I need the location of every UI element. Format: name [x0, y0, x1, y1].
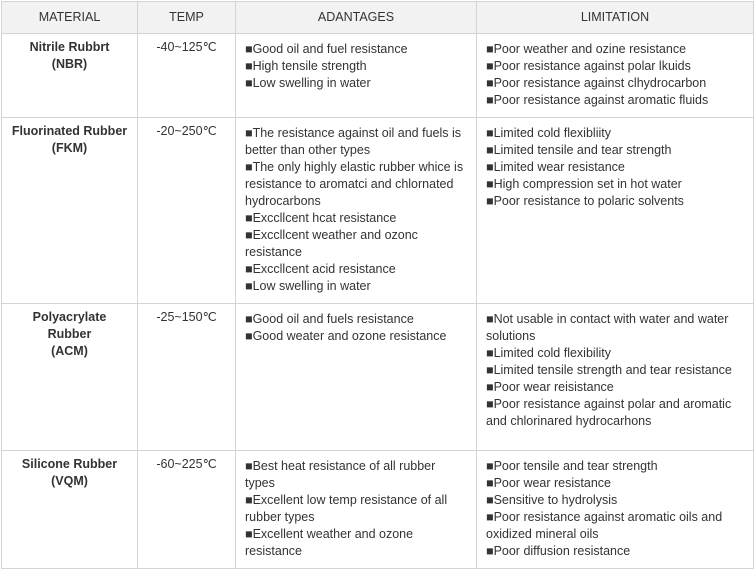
bullet-icon: ■	[486, 544, 494, 558]
advantage-item-text: Exccllcent acid resistance	[252, 262, 396, 276]
header-limitation: LIMITATION	[477, 2, 754, 34]
header-temp: TEMP	[138, 2, 236, 34]
advantage-item-text: High tensile strength	[252, 59, 367, 73]
limitation-item	[486, 458, 744, 475]
bullet-icon: ■	[486, 143, 494, 157]
temp-cell: -60~225℃	[138, 451, 236, 569]
advantage-item-text: Good weater and ozone resistance	[252, 329, 447, 343]
limitation-item	[486, 345, 744, 362]
bullet-icon: ■	[486, 76, 494, 90]
limitation-item-text: Sensitive to hydrolysis	[493, 493, 618, 507]
bullet-icon: ■	[486, 126, 494, 140]
limitation-item	[486, 311, 744, 345]
material-cell	[2, 451, 138, 569]
bullet-icon: ■	[486, 160, 494, 174]
header-material: MATERIAL	[2, 2, 138, 34]
limitation-item	[486, 159, 744, 176]
header-advantages: ADANTAGES	[236, 2, 477, 34]
advantage-item	[245, 75, 467, 92]
limitation-item	[486, 75, 744, 92]
bullet-icon: ■	[245, 493, 253, 507]
material-code: (VQM)	[51, 474, 88, 488]
bullet-icon: ■	[245, 228, 253, 242]
limitation-item-text: Poor resistance against clhydrocarbon	[493, 76, 707, 90]
bullet-icon: ■	[245, 59, 253, 73]
limitations-cell	[477, 451, 754, 569]
advantage-item	[245, 41, 467, 58]
advantage-item-text: Exccllcent weather and ozonc resistance	[245, 228, 418, 259]
limitation-item-text: Poor resistance against aromatic fluids	[493, 93, 709, 107]
advantage-item	[245, 125, 467, 159]
bullet-icon: ■	[245, 160, 253, 174]
limitation-item	[486, 509, 744, 543]
bullet-icon: ■	[486, 493, 494, 507]
advantage-item	[245, 278, 467, 295]
advantages-cell	[236, 451, 477, 569]
bullet-icon: ■	[486, 510, 494, 524]
limitation-item-text: Poor wear reisistance	[493, 380, 614, 394]
limitation-item	[486, 492, 744, 509]
bullet-icon: ■	[486, 312, 494, 326]
material-code: (NBR)	[51, 57, 88, 71]
limitation-item-text: Limited cold flexibliity	[493, 126, 611, 140]
advantage-item	[245, 492, 467, 526]
bullet-icon: ■	[486, 380, 494, 394]
limitation-item-text: Poor weather and ozine resistance	[493, 42, 687, 56]
limitation-item	[486, 92, 744, 109]
temp-cell: -20~250℃	[138, 118, 236, 304]
temp-cell: -25~150℃	[138, 304, 236, 451]
limitation-item-text: Limited wear resistance	[493, 160, 625, 174]
limitation-item-text: Poor resistance to polaric solvents	[493, 194, 684, 208]
limitation-item-text: Limited tensile and tear strength	[493, 143, 672, 157]
limitation-item	[486, 379, 744, 396]
table-row	[2, 118, 754, 304]
bullet-icon: ■	[245, 329, 253, 343]
advantage-item-text: Good oil and fuel resistance	[252, 42, 408, 56]
advantage-item-text: Best heat resistance of all rubber types	[245, 459, 436, 490]
limitation-item	[486, 58, 744, 75]
bullet-icon: ■	[245, 126, 253, 140]
advantages-cell	[236, 304, 477, 451]
table-row	[2, 34, 754, 118]
material-cell	[2, 118, 138, 304]
advantage-item-text: Excellent weather and ozone resistance	[245, 527, 414, 558]
advantage-item-text: The resistance against oil and fuels is better than other types	[245, 126, 462, 157]
limitation-item	[486, 543, 744, 560]
limitation-item-text: High compression set in hot water	[493, 177, 682, 191]
bullet-icon: ■	[245, 211, 253, 225]
limitations-cell	[477, 304, 754, 451]
table-row	[2, 451, 754, 569]
limitation-item	[486, 142, 744, 159]
material-cell	[2, 304, 138, 451]
table-body	[2, 34, 754, 569]
limitation-item	[486, 176, 744, 193]
bullet-icon: ■	[486, 42, 494, 56]
advantage-item	[245, 458, 467, 492]
advantage-item-text: Low swelling in water	[252, 279, 371, 293]
material-code: (FKM)	[51, 141, 88, 155]
limitations-cell	[477, 118, 754, 304]
bullet-icon: ■	[486, 459, 494, 473]
advantage-item	[245, 210, 467, 227]
material-name: Polyacrylate Rubber	[32, 310, 107, 341]
advantage-item-text: Exccllcent hcat resistance	[252, 211, 397, 225]
bullet-icon: ■	[245, 279, 253, 293]
advantage-item-text: Low swelling in water	[252, 76, 371, 90]
bullet-icon: ■	[486, 476, 494, 490]
advantage-item	[245, 227, 467, 261]
advantage-item	[245, 58, 467, 75]
bullet-icon: ■	[486, 346, 494, 360]
advantage-item	[245, 526, 467, 560]
limitation-item	[486, 475, 744, 492]
limitation-item-text: Limited cold flexibility	[493, 346, 611, 360]
advantages-cell	[236, 118, 477, 304]
bullet-icon: ■	[486, 93, 494, 107]
advantage-item	[245, 159, 467, 210]
limitation-item-text: Limited tensile strength and tear resistance	[493, 363, 732, 377]
limitation-item	[486, 396, 744, 430]
table-row	[2, 304, 754, 451]
bullet-icon: ■	[486, 59, 494, 73]
limitation-item-text: Poor resistance against polar and aromatic and chlorinared hydrocarhons	[486, 397, 732, 428]
limitation-item-text: Poor wear resistance	[493, 476, 611, 490]
advantage-item-text: Excellent low temp resistance of all rubber types	[245, 493, 448, 524]
bullet-icon: ■	[245, 459, 253, 473]
limitation-item-text: Poor tensile and tear strength	[493, 459, 658, 473]
limitation-item-text: Poor diffusion resistance	[493, 544, 631, 558]
advantage-item	[245, 261, 467, 278]
advantage-item	[245, 311, 467, 328]
material-cell	[2, 34, 138, 118]
bullet-icon: ■	[245, 527, 253, 541]
materials-table	[1, 1, 754, 569]
advantage-item-text: Good oil and fuels resistance	[252, 312, 414, 326]
bullet-icon: ■	[245, 312, 253, 326]
bullet-icon: ■	[486, 363, 494, 377]
limitation-item	[486, 193, 744, 210]
material-name: Silicone Rubber	[21, 457, 118, 471]
limitation-item-text: Poor resistance against aromatic oils and oxidized mineral oils	[486, 510, 723, 541]
limitation-item	[486, 125, 744, 142]
limitation-item	[486, 41, 744, 58]
material-name: Fluorinated Rubber	[11, 124, 128, 138]
advantage-item	[245, 328, 467, 345]
header-row	[2, 2, 754, 34]
bullet-icon: ■	[486, 194, 494, 208]
temp-cell: -40~125℃	[138, 34, 236, 118]
material-code: (ACM)	[51, 344, 88, 358]
bullet-icon: ■	[245, 76, 253, 90]
limitation-item-text: Not usable in contact with water and water solutions	[486, 312, 729, 343]
bullet-icon: ■	[486, 397, 494, 411]
advantage-item-text: The only highly elastic rubber whice is resistance to aromatci and chlornated hydrocarbons	[245, 160, 464, 208]
advantages-cell	[236, 34, 477, 118]
limitation-item	[486, 362, 744, 379]
bullet-icon: ■	[245, 42, 253, 56]
limitation-item-text: Poor resistance against polar lkuids	[493, 59, 691, 73]
limitations-cell	[477, 34, 754, 118]
bullet-icon: ■	[486, 177, 494, 191]
bullet-icon: ■	[245, 262, 253, 276]
material-name: Nitrile Rubbrt	[29, 40, 110, 54]
